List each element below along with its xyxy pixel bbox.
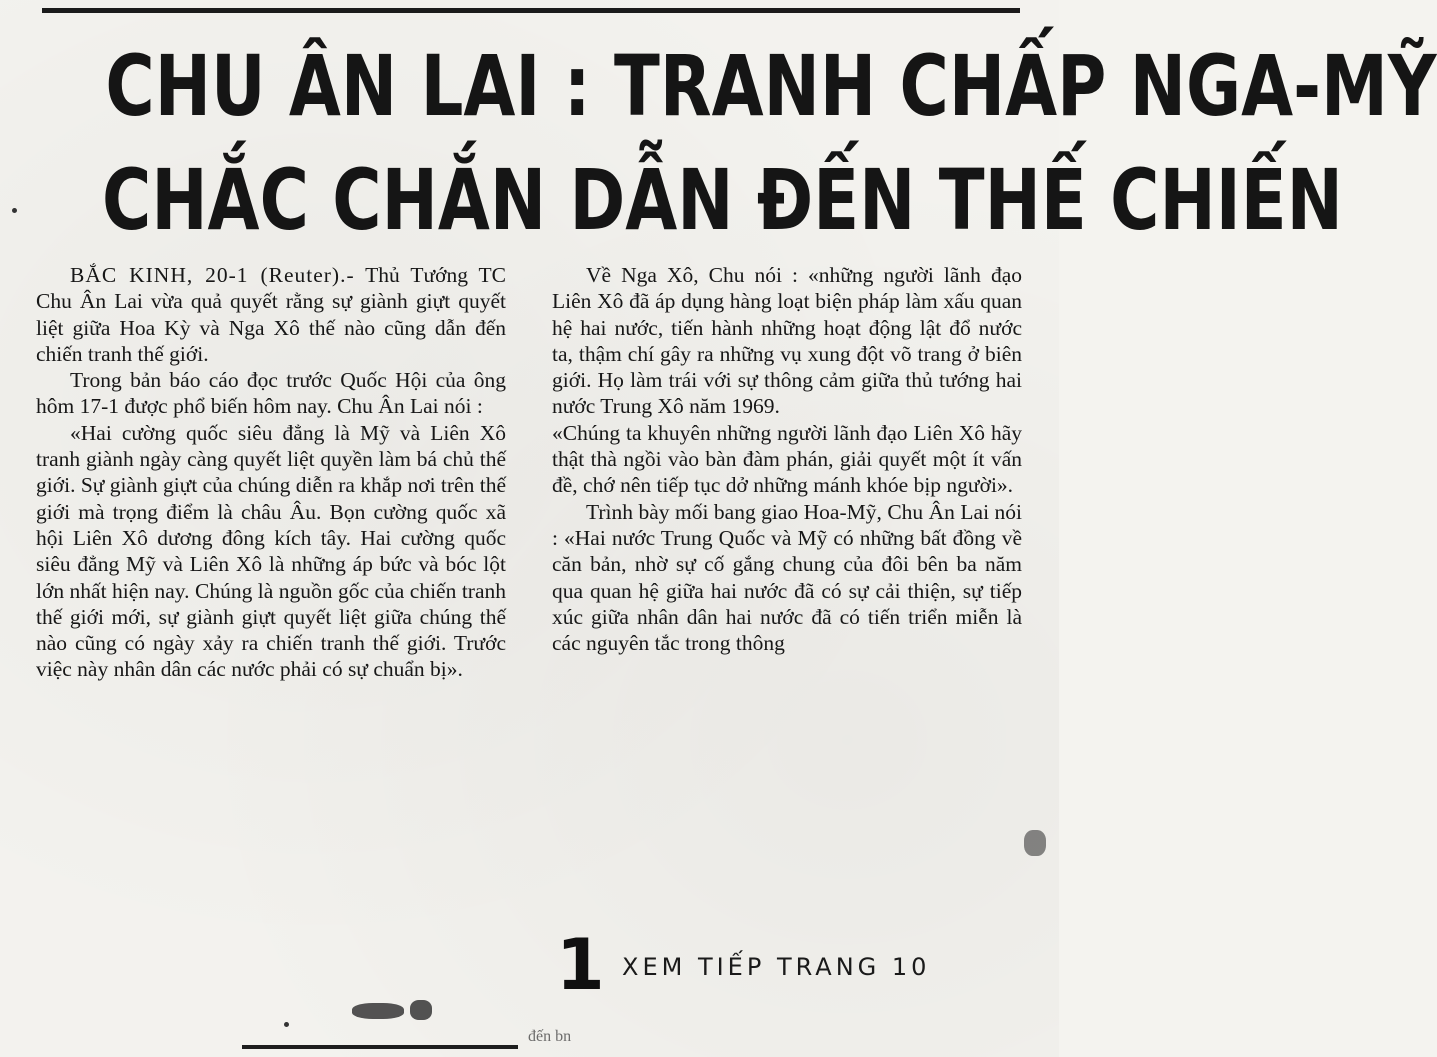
cut-off-text-fragment: đến bn	[528, 1028, 572, 1045]
page-number-marker: 1	[556, 924, 605, 1006]
bottom-rule	[242, 1045, 518, 1049]
ink-smudge	[352, 1003, 404, 1019]
continuation-notice[interactable]	[556, 924, 1026, 1006]
article-column-left	[36, 262, 506, 683]
ink-dot	[12, 208, 17, 213]
article-paragraph-5: «Chúng ta khuyên những người lãnh đạo Liên Xô hãy thật thà ngồi vào bàn đàm phán, giải quyết một ít vấn đề, chớ nên tiếp tục dở những mánh khóe bịp người».	[552, 420, 1022, 498]
continued-on-page-label[interactable]: XEM TIẾP TRANG 10	[622, 953, 931, 981]
article-paragraph-4: Về Nga Xô, Chu nói : «những người lãnh đạo Liên Xô đã áp dụng hàng loạt biện pháp làm xấu quan hệ hai nước, tiến hành những hoạt động lật đổ nước ta, thậm chí gây ra những vụ xung đột võ trang ở biên giới. Họ làm trái với sự thông cảm giữa thủ tướng hai nước Trung Xô năm 1969.	[552, 263, 1022, 419]
article-paragraph-3: «Hai cường quốc siêu đẳng là Mỹ và Liên Xô tranh giành ngày càng quyết liệt quyền làm bá chủ thế giới. Sự giành giựt của chúng diễn ra khắp nơi trên thế giới mà trọng điểm là châu Âu. Bọn cường quốc xã hội Liên Xô dương đông kích tây. Hai cường quốc siêu đẳng Mỹ và Liên Xô là những áp bức và bóc lột lớn nhất hiện nay. Chúng là nguồn gốc của chiến tranh thế giới mới, sự giành giựt quyết liệt giữa chúng thế nào cũng có ngày xảy ra chiến tranh thế giới. Trước việc này nhân dân các nước phải có sự chuẩn bị».	[36, 420, 506, 682]
ink-smudge	[1024, 830, 1046, 856]
article-paragraph-1	[36, 262, 506, 367]
ink-dot	[284, 1022, 289, 1027]
dateline: BẮC KINH, 20-1 (Reuter).-	[70, 263, 355, 287]
article-column-right	[552, 262, 1022, 656]
article-paragraph-6: Trình bày mối bang giao Hoa-Mỹ, Chu Ân Lai nói : «Hai nước Trung Quốc và Mỹ có những bất đồng về căn bản, nhờ sự cố gắng chung của đôi bên ba năm qua quan hệ giữa hai nước đã có sự cải thiện, sự tiếp xúc giữa nhân dân hai nước đã có tiến triển miễn là các nguyên tắc trong thông	[552, 499, 1022, 656]
headline-line-2: CHẮC CHẮN DẪN ĐẾN THẾ CHIẾN	[102, 151, 1343, 249]
article-paragraph-1-text: Thủ Tướng TC Chu Ân Lai vừa quả quyết rằng sự giành giựt quyết liệt giữa Hoa Kỳ và Nga Xô thế nào cũng dẫn đến chiến tranh thế giới.	[36, 263, 506, 366]
article-paragraph-2: Trong bản báo cáo đọc trước Quốc Hội của ông hôm 17-1 được phổ biến hôm nay. Chu Ân Lai nói :	[36, 368, 506, 419]
headline-line-1: CHU ÂN LAI : TRANH CHẤP NGA-MỸ	[105, 37, 1437, 135]
top-rule	[42, 8, 1020, 13]
ink-smudge	[410, 1000, 432, 1020]
